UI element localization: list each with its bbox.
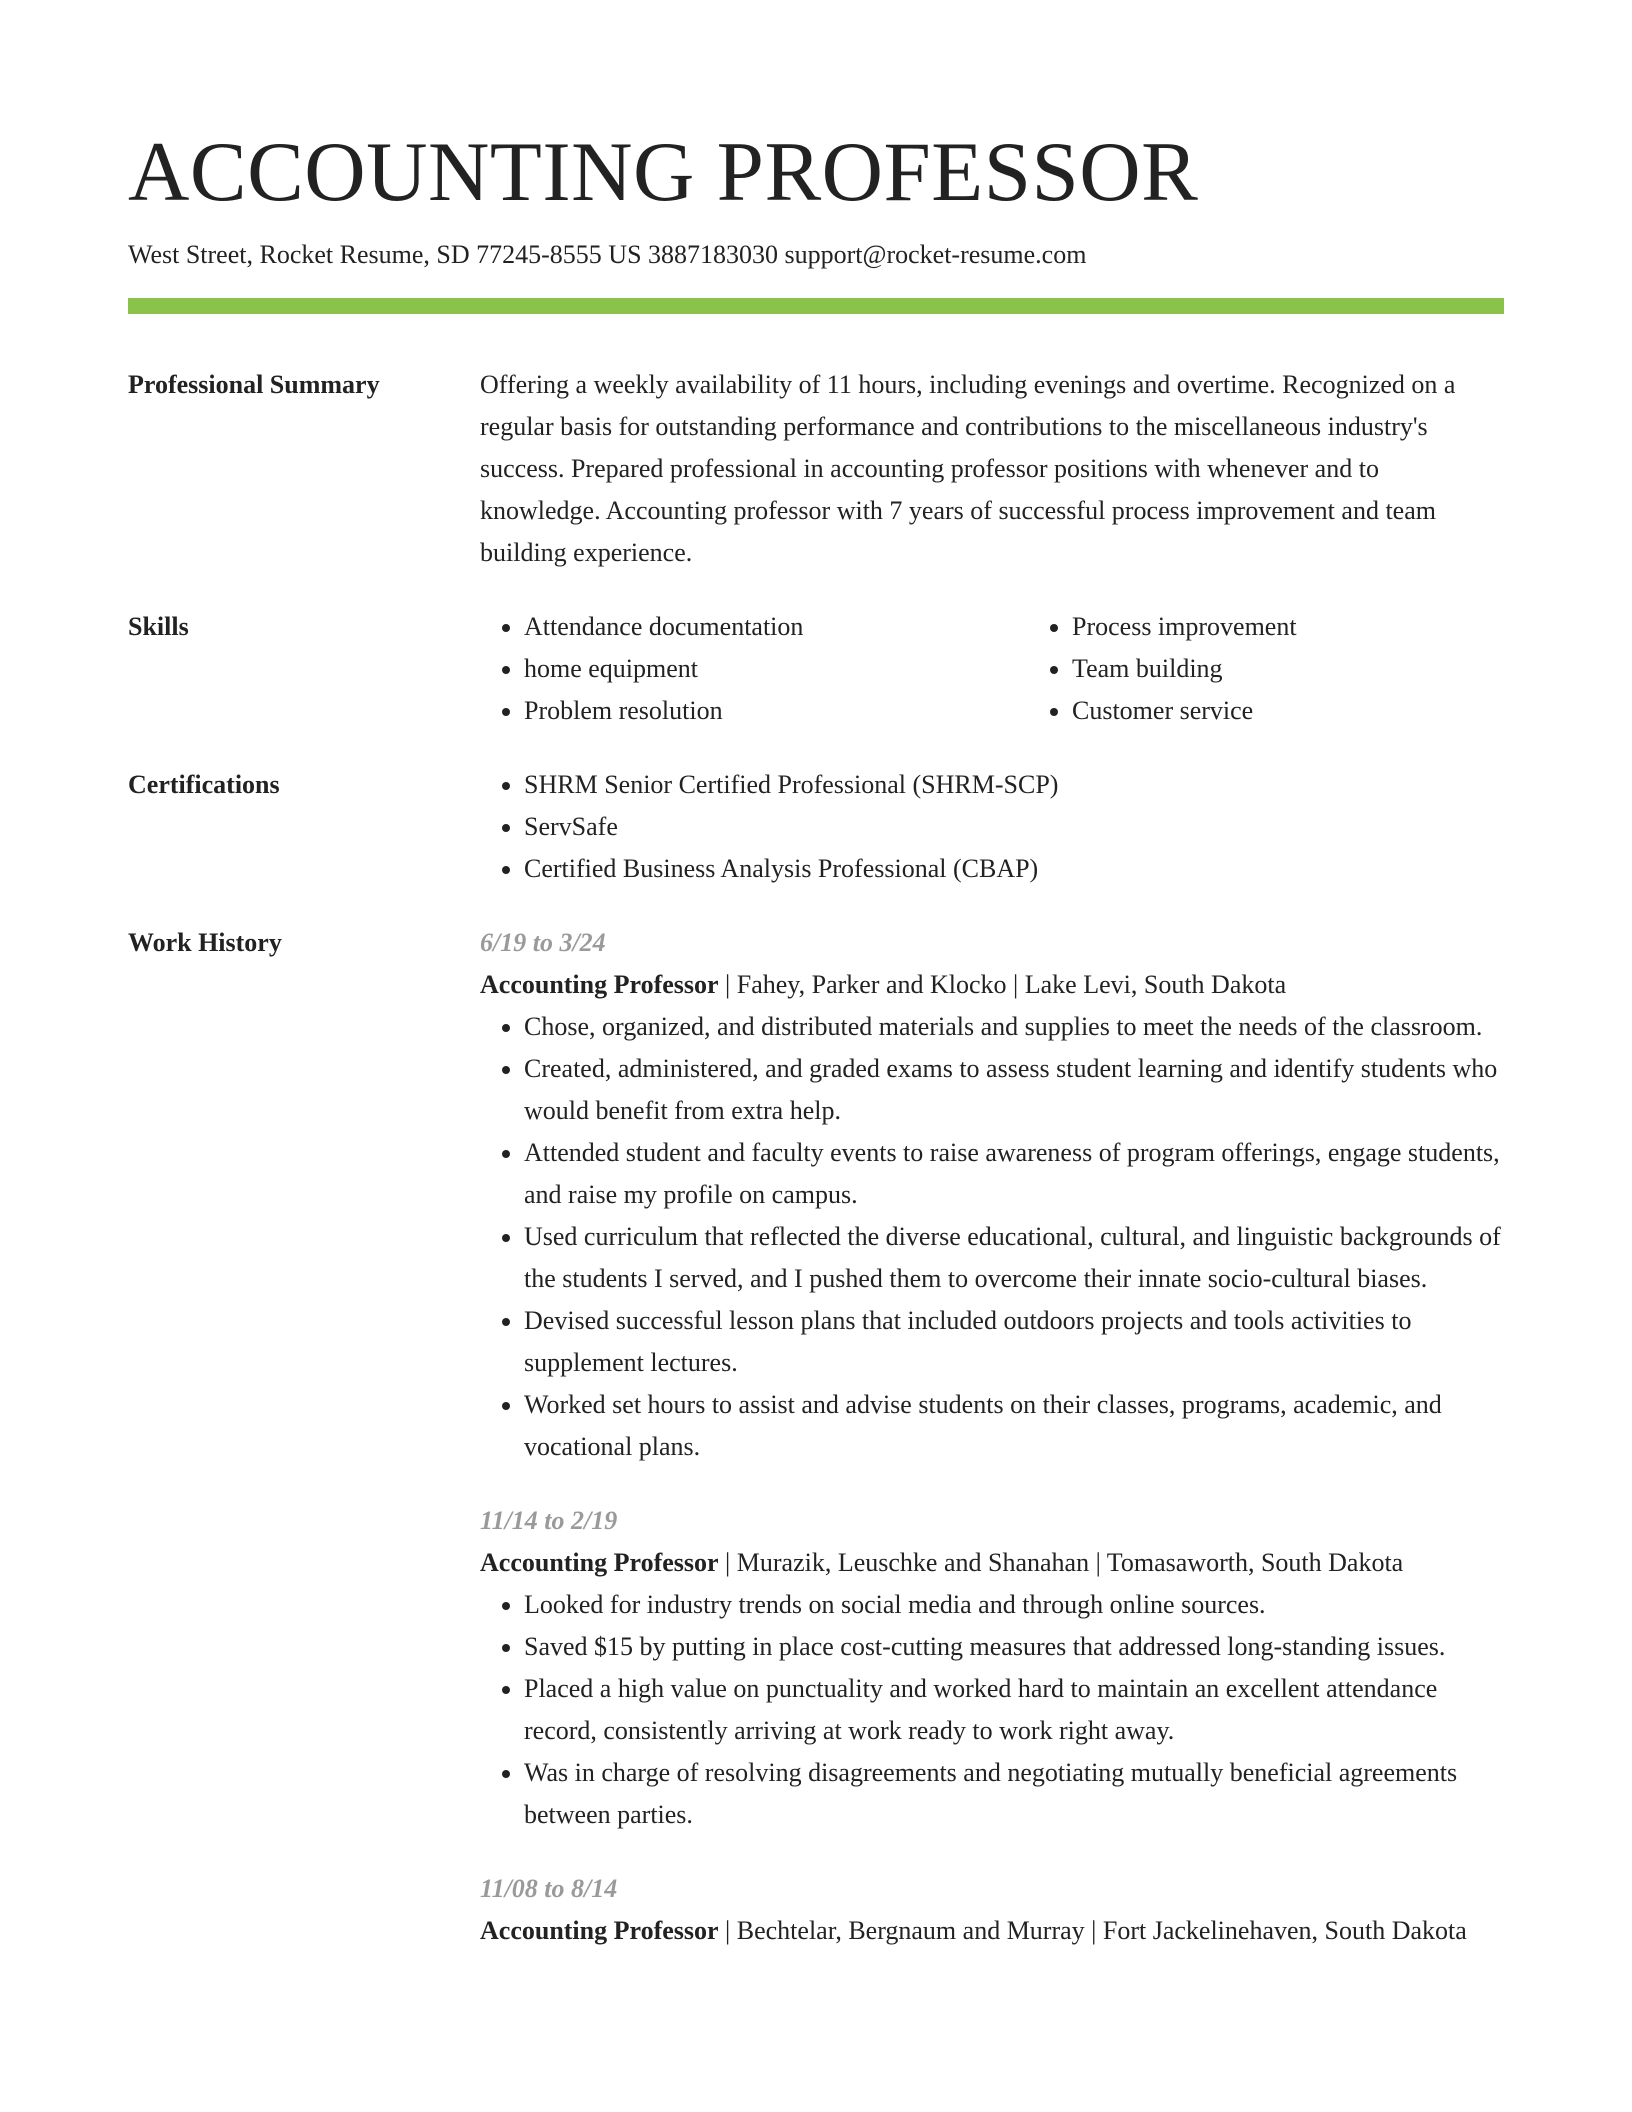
certification-item: • Certified Business Analysis Professional (CBAP)	[524, 848, 1504, 890]
certifications-body	[480, 764, 1504, 890]
job-bullet: • Chose, organized, and distributed materials and supplies to meet the needs of the classroom.	[524, 1006, 1504, 1048]
job-bullet: • Devised successful lesson plans that included outdoors projects and tools activities to supplement lectures.	[524, 1300, 1504, 1384]
job-title: Accounting Professor	[480, 970, 719, 999]
resume-page	[128, 0, 1504, 1952]
certification-item: • SHRM Senior Certified Professional (SHRM-SCP)	[524, 764, 1504, 806]
job-bullet: • Created, administered, and graded exams to assess student learning and identify students who would benefit from extra help.	[524, 1048, 1504, 1132]
skill-item: • Process improvement	[1072, 606, 1576, 648]
skill-item: • home equipment	[524, 648, 1028, 690]
job-bullet: • Attended student and faculty events to raise awareness of program offerings, engage students, and raise my profile on campus.	[524, 1132, 1504, 1216]
summary-text: Offering a weekly availability of 11 hours, including evenings and overtime. Recognized on a regular basis for outstanding performance and contributions to the miscellaneous industry's success. Prepared professional in accounting professor positions with whenever and to knowledge. Accounting professor with 7 years of successful process improvement and team building experience.	[480, 370, 1456, 567]
certification-item: • ServSafe	[524, 806, 1504, 848]
job-heading	[480, 964, 1504, 1006]
skills-section	[128, 606, 1504, 732]
job-entry	[480, 1500, 1504, 1836]
job-heading	[480, 1542, 1504, 1584]
job-title: Accounting Professor	[480, 1916, 719, 1945]
job-dates: 11/14 to 2/19	[480, 1506, 618, 1535]
job-dates: 11/08 to 8/14	[480, 1874, 618, 1903]
job-bullets	[480, 1584, 1504, 1836]
job-bullet: • Was in charge of resolving disagreements and negotiating mutually beneficial agreements between parties.	[524, 1752, 1504, 1836]
contact-line: West Street, Rocket Resume, SD 77245-8555 US 3887183030 support@rocket-resume.com	[128, 240, 1087, 269]
certifications-list	[480, 764, 1504, 890]
job-title: Accounting Professor	[480, 1548, 719, 1577]
skills-list-right	[1028, 606, 1576, 732]
job-details: | Fahey, Parker and Klocko | Lake Levi, South Dakota	[718, 970, 1287, 999]
job-dates: 6/19 to 3/24	[480, 928, 606, 957]
job-details: | Bechtelar, Bergnaum and Murray | Fort Jackelinehaven, South Dakota	[718, 1916, 1467, 1945]
work-history-section	[128, 922, 1504, 1952]
skill-item: • Customer service	[1072, 690, 1576, 732]
section-title-skills: Skills	[128, 612, 189, 641]
job-details: | Murazik, Leuschke and Shanahan | Tomasaworth, South Dakota	[718, 1548, 1404, 1577]
job-bullets	[480, 1006, 1504, 1468]
skill-item: • Team building	[1072, 648, 1576, 690]
resume-name: ACCOUNTING PROFESSOR	[128, 125, 1199, 219]
job-heading	[480, 1910, 1504, 1952]
section-title-work-history: Work History	[128, 928, 282, 957]
section-title-certifications: Certifications	[128, 770, 280, 799]
skill-item: • Problem resolution	[524, 690, 1028, 732]
job-entry	[480, 1868, 1504, 1952]
skill-item: • Attendance documentation	[524, 606, 1028, 648]
job-bullet: • Saved $15 by putting in place cost-cutting measures that addressed long-standing issues.	[524, 1626, 1504, 1668]
job-bullet: • Used curriculum that reflected the diverse educational, cultural, and linguistic backgrounds of the students I served, and I pushed them to overcome their innate socio-cultural biases.	[524, 1216, 1504, 1300]
job-entry	[480, 922, 1504, 1468]
skills-list-left	[480, 606, 1028, 732]
certifications-section	[128, 764, 1504, 890]
accent-divider	[128, 298, 1504, 314]
skills-columns	[480, 606, 1576, 732]
work-history-body	[480, 922, 1504, 1952]
job-bullet: • Worked set hours to assist and advise students on their classes, programs, academic, and vocational plans.	[524, 1384, 1504, 1468]
job-bullet: • Placed a high value on punctuality and worked hard to maintain an excellent attendance record, consistently arriving at work ready to work right away.	[524, 1668, 1504, 1752]
job-bullet: • Looked for industry trends on social media and through online sources.	[524, 1584, 1504, 1626]
section-title-summary: Professional Summary	[128, 370, 380, 399]
summary-section	[128, 364, 1504, 574]
